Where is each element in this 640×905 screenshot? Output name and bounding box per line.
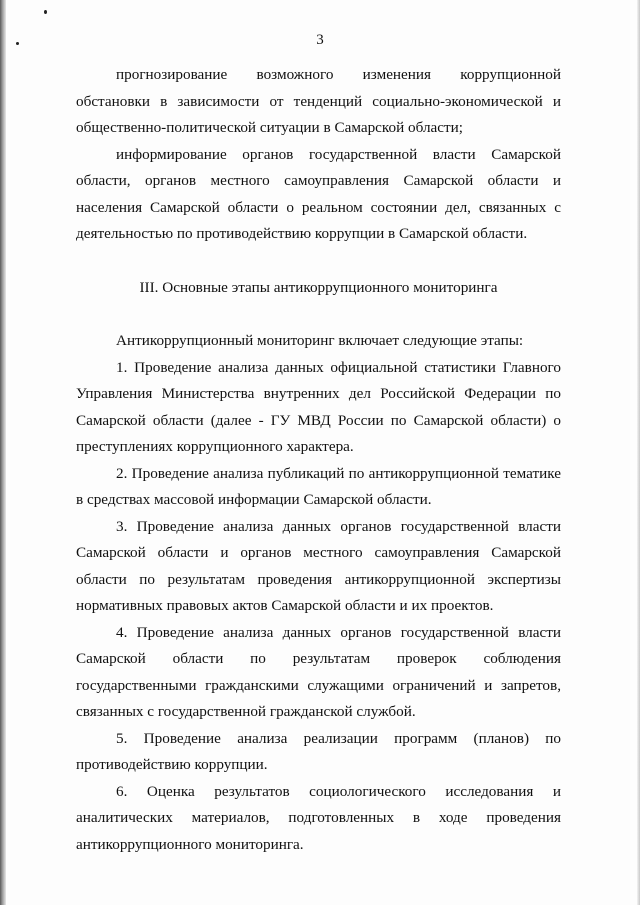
stages-intro: Антикоррупционный мониторинг включает следующие этапы:	[116, 332, 524, 349]
stage-item-2: 2. Проведение анализа публикаций по антикоррупционной тематике в средствах массовой информации Самарской области.	[76, 464, 561, 508]
scan-speck	[44, 10, 47, 14]
scan-left-edge-shadow	[0, 0, 6, 905]
stage-item-1: 1. Проведение анализа данных официальной статистики Главного Управления Министерства внутренних дел Российской Федерации по Самарской области (далее - ГУ МВД России по Самарской области) о преступлениях коррупционного характера.	[76, 358, 561, 455]
paragraph-forecasting: прогнозирование возможного изменения коррупционной обстановки в зависимости от тенденций социально-экономической и общественно-политической ситуации в Самарской области;	[76, 66, 561, 136]
page-number: 3	[316, 32, 324, 48]
paragraph-informing: информирование органов государственной власти Самарской области, органов местного самоуправления Самарской области и населения Самарской области о реальном состоянии дел, связанных с деятельностью по противодействию коррупции в Самарской области.	[76, 145, 561, 242]
document-body	[76, 62, 561, 858]
stage-item-5: 5. Проведение анализа реализации программ (планов) по противодействию коррупции.	[76, 729, 561, 773]
stage-item-6: 6. Оценка результатов социологического исследования и аналитических материалов, подготовленных в ходе проведения антикоррупционного мониторинга.	[76, 782, 561, 853]
stage-item-3: 3. Проведение анализа данных органов государственной власти Самарской области и органов местного самоуправления Самарской области по результатам проведения антикоррупционной экспертизы нормативных правовых актов Самарской области и их проектов.	[76, 517, 561, 614]
section-heading: III. Основные этапы антикоррупционного мониторинга	[139, 278, 498, 296]
stage-item-4: 4. Проведение анализа данных органов государственной власти Самарской области по результатам проверок соблюдения государственными гражданскими служащими ограничений и запретов, связанных с государственной гражданской службой.	[76, 623, 561, 720]
